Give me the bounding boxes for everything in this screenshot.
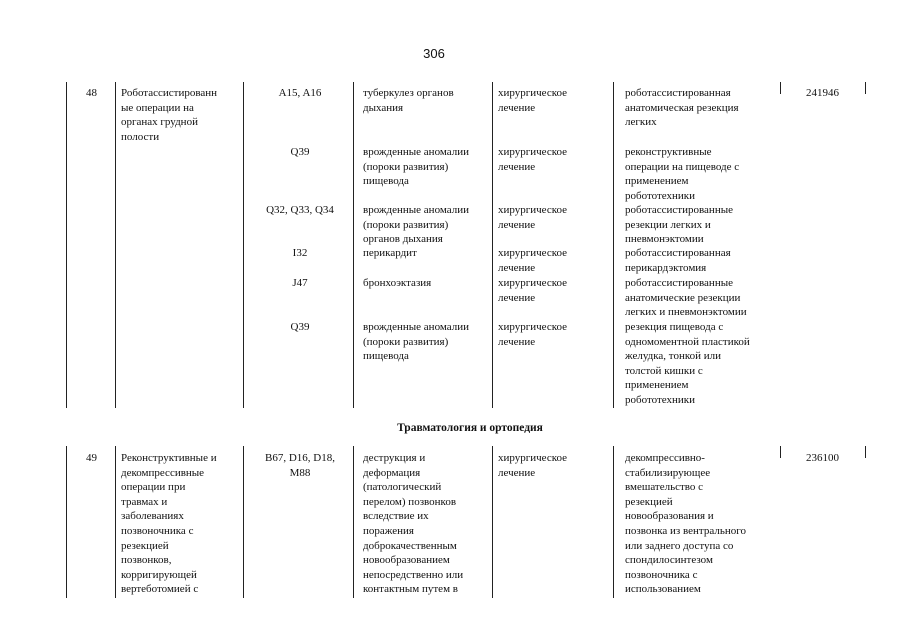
text-line: лечение — [498, 261, 536, 274]
text-line: применением — [625, 175, 689, 188]
table-rule — [865, 82, 866, 94]
procedure-cell — [625, 145, 739, 203]
text-line: вмешательство с — [625, 481, 704, 494]
procedure-cell — [625, 203, 733, 247]
text-line: пищевода — [363, 175, 409, 188]
text-line: толстой кишки с — [625, 364, 703, 377]
text-line: реконструктивные — [625, 146, 712, 158]
code-cell — [255, 320, 345, 335]
disease-cell — [363, 203, 469, 247]
text-line: анатомические резекции — [625, 291, 741, 304]
table-rule — [66, 82, 67, 408]
text-line: B67, D16, D18, — [265, 452, 335, 464]
disease-cell — [363, 276, 431, 291]
table-rule — [865, 446, 866, 458]
text-line: декомпрессивные — [121, 466, 205, 479]
text-line: A15, A16 — [278, 87, 322, 99]
text-line: хирургическое — [498, 146, 568, 158]
text-line: легких и пневмонэктомии — [625, 306, 747, 319]
text-line: пневмонэктомии — [625, 233, 704, 246]
text-line: полости — [121, 130, 160, 143]
procedure-cell — [625, 246, 731, 275]
text-line: анатомическая резекция — [625, 101, 739, 114]
table-rule — [66, 446, 67, 598]
text-line: позвонка из вентрального — [625, 524, 746, 537]
text-line: перелом) позвонков — [363, 495, 457, 508]
text-line: деформация — [363, 466, 421, 479]
treatment-cell — [498, 320, 567, 349]
text-line: робототехники — [625, 393, 696, 406]
row-number: 48 — [86, 87, 97, 99]
text-line: Q39 — [290, 146, 310, 158]
text-line: врожденные аномалии — [363, 321, 469, 333]
text-line: хирургическое — [498, 204, 568, 216]
disease-cell — [363, 451, 463, 597]
table-rule — [492, 82, 493, 408]
text-line: дыхания — [363, 101, 404, 114]
treatment-cell — [498, 276, 567, 305]
text-line: заболеваниях — [121, 510, 184, 523]
table-rule — [115, 82, 116, 408]
text-line: врожденные аномалии — [363, 204, 469, 216]
text-line: врожденные аномалии — [363, 146, 469, 158]
treatment-cell — [498, 451, 567, 480]
text-line: Q32, Q33, Q34 — [266, 204, 334, 216]
text-line: вертеботомией с — [121, 583, 199, 596]
text-line: роботассистированная — [625, 87, 731, 99]
table-rule — [353, 82, 354, 408]
text-line: (патологический — [363, 481, 442, 494]
text-line: операции на пищеводе с — [625, 160, 740, 173]
text-line: декомпрессивно- — [625, 452, 705, 464]
text-line: роботассистированные — [625, 277, 733, 289]
code-cell — [255, 145, 345, 160]
code-cell — [255, 86, 345, 101]
procedure-cell — [625, 451, 746, 597]
code-cell — [255, 276, 345, 291]
disease-cell — [363, 246, 417, 261]
method-cell — [121, 86, 217, 144]
text-line: применением — [625, 379, 689, 392]
table-rule — [492, 446, 493, 598]
procedure-cell — [625, 320, 750, 408]
text-line: спондилосинтезом — [625, 554, 713, 567]
text-line: бронхоэктазия — [363, 277, 432, 289]
text-line: вследствие их — [363, 510, 429, 523]
text-line: хирургическое — [498, 321, 568, 333]
text-line: робототехники — [625, 189, 696, 202]
row-number: 49 — [86, 452, 97, 464]
text-line: резекцией — [625, 495, 673, 508]
procedure-cell — [625, 276, 747, 320]
text-line: лечение — [498, 101, 536, 114]
text-line: резекции легких и — [625, 218, 711, 231]
text-line: новообразованием — [363, 554, 450, 567]
text-line: Роботассистированн — [121, 87, 218, 99]
table-rule — [613, 82, 614, 408]
text-line: (пороки развития) — [363, 218, 449, 231]
cost-cell: 236100 — [806, 452, 839, 464]
table-rule — [243, 82, 244, 408]
table-rule — [780, 446, 781, 458]
text-line: непосредственно или — [363, 568, 464, 581]
table-rule — [780, 82, 781, 94]
text-line: хирургическое — [498, 87, 568, 99]
text-line: хирургическое — [498, 277, 568, 289]
code-cell — [252, 451, 348, 480]
text-line: перикардэктомия — [625, 261, 707, 274]
treatment-cell — [498, 86, 567, 115]
table-rule — [115, 446, 116, 598]
text-line: поражения — [363, 524, 414, 537]
text-line: органов дыхания — [363, 233, 443, 246]
text-line: новообразования и — [625, 510, 714, 523]
text-line: легких — [625, 116, 657, 129]
text-line: травмах и — [121, 495, 168, 508]
page-number: 306 — [423, 46, 445, 61]
text-line: стабилизирующее — [625, 466, 711, 479]
text-line: позвоночника с — [625, 568, 698, 581]
text-line: или заднего доступа со — [625, 539, 734, 552]
text-line: лечение — [498, 160, 536, 173]
text-line: органах грудной — [121, 116, 198, 129]
disease-cell — [363, 320, 469, 364]
treatment-cell — [498, 246, 567, 275]
text-line: лечение — [498, 335, 536, 348]
cost-cell: 241946 — [806, 87, 839, 99]
text-line: I32 — [292, 247, 308, 259]
text-line: M88 — [289, 466, 311, 479]
code-cell — [255, 203, 345, 218]
code-cell — [255, 246, 345, 261]
text-line: лечение — [498, 291, 536, 304]
method-cell — [121, 451, 217, 597]
text-line: использованием — [625, 583, 701, 596]
text-line: деструкция и — [363, 452, 426, 464]
text-line: роботассистированная — [625, 247, 731, 259]
text-line: (пороки развития) — [363, 160, 449, 173]
text-line: позвонков, — [121, 554, 172, 567]
text-line: перикардит — [363, 247, 417, 259]
table-rule — [353, 446, 354, 598]
text-line: корригирующей — [121, 568, 197, 581]
text-line: туберкулез органов — [363, 87, 454, 99]
text-line: ые операции на — [121, 101, 194, 114]
text-line: операции при — [121, 481, 186, 494]
text-line: (пороки развития) — [363, 335, 449, 348]
text-line: доброкачественным — [363, 539, 457, 552]
text-line: резекция пищевода с — [625, 321, 724, 333]
text-line: Реконструктивные и — [121, 452, 217, 464]
text-line: пищевода — [363, 350, 409, 363]
text-line: Q39 — [290, 321, 310, 333]
text-line: контактным путем в — [363, 583, 458, 596]
text-line: лечение — [498, 218, 536, 231]
text-line: хирургическое — [498, 247, 568, 259]
disease-cell — [363, 145, 469, 189]
text-line: J47 — [292, 277, 308, 289]
text-line: позвоночника с — [121, 524, 194, 537]
disease-cell — [363, 86, 454, 115]
text-line: резекцией — [121, 539, 169, 552]
section-title: Травматология и ортопедия — [397, 422, 543, 434]
text-line: хирургическое — [498, 452, 568, 464]
text-line: одномоментной пластикой — [625, 335, 750, 348]
text-line: роботассистированные — [625, 204, 733, 216]
text-line: лечение — [498, 466, 536, 479]
table-rule — [243, 446, 244, 598]
treatment-cell — [498, 145, 567, 174]
table-rule — [613, 446, 614, 598]
text-line: желудка, тонкой или — [625, 350, 722, 363]
treatment-cell — [498, 203, 567, 232]
procedure-cell — [625, 86, 739, 130]
